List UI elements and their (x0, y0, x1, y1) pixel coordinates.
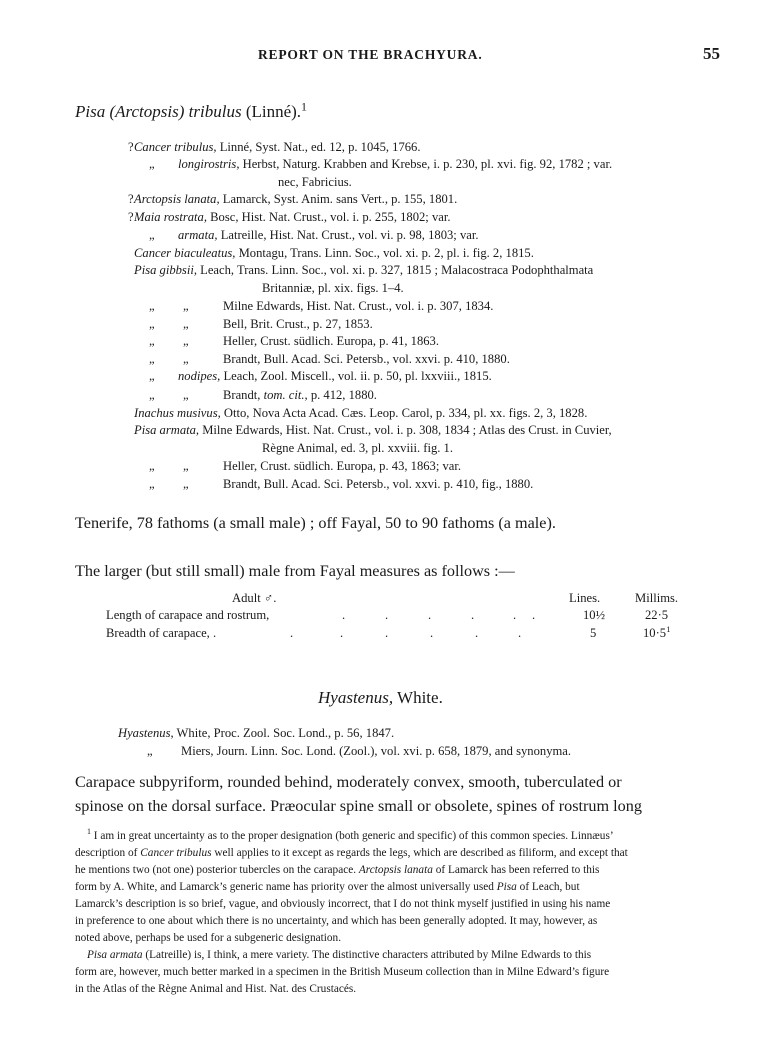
synonym-entry (178, 228, 478, 243)
query-mark: ? (128, 140, 134, 154)
footnote-line-2 (75, 847, 628, 859)
footnote-line-8 (87, 949, 591, 961)
ditto-mark: „ (149, 299, 155, 313)
synonym2-ref: White, Proc. Zool. Soc. Lond., p. 56, 1847. (176, 726, 395, 740)
synonym-entry (178, 369, 492, 384)
row2-label: Breadth of carapace, . (106, 626, 217, 640)
synonym-ref: Lamarck, Syst. Anim. sans Vert., p. 155, 1801. (222, 192, 458, 206)
ditto-mark: „ (149, 157, 155, 171)
footnote-line-7: noted above, perhaps be used for a subgeneric designation. (75, 932, 342, 944)
synonym-ref: Milne Edwards, Hist. Nat. Crust., vol. i. p. 307, 1834. (223, 299, 494, 313)
synonym-ref: Bosc, Hist. Nat. Crust., vol. i. p. 255, 1802; var. (210, 210, 451, 224)
synonym-ref: Brandt, Bull. Acad. Sci. Petersb., vol. xxvi. p. 410, 1880. (223, 352, 510, 366)
row2-lines: 5 (590, 626, 597, 640)
genus-name: Pisa (75, 102, 106, 121)
synonym-name: Pisa gibbsii, (134, 263, 201, 277)
fn-text: (Latreille) is, I think, a mere variety. The distinctive characters attributed by Milne Edwards to this (145, 949, 592, 961)
leader-dot: . (428, 608, 432, 622)
leader-dot: . (518, 626, 522, 640)
leader-dot: . (475, 626, 479, 640)
synonym-entry (134, 140, 421, 155)
synonym-ref: Latreille, Hist. Nat. Crust., vol. vi. p. 98, 1803; var. (220, 228, 479, 242)
fn-text: description of (75, 847, 138, 859)
table-col-millims: Millims. (635, 591, 679, 605)
synonym-entry (223, 388, 377, 403)
ditto-mark: „ (149, 334, 155, 348)
footnote-line-5: Lamarck’s description is so brief, vague, and obviously incorrect, that I do not think myself justified in using his name (75, 898, 611, 910)
synonym-ref: Herbst, Naturg. Krabben and Krebse, i. p. 230, pl. xvi. fig. 92, 1782 ; var. (242, 157, 613, 171)
running-head: REPORT ON THE BRACHYURA. (258, 47, 483, 62)
synonym-ref: Leach, Zool. Miscell., vol. ii. p. 50, pl. lxxviii., 1815. (223, 369, 492, 383)
ditto-mark: „ (149, 459, 155, 473)
genus2-author: White. (397, 688, 443, 707)
footnote-line-10: in the Atlas of the Règne Animal and Hist. Nat. des Crustacés. (75, 983, 357, 995)
synonym-entry (178, 157, 612, 172)
row1-lines: 10½ (583, 608, 606, 622)
synonym-entry (223, 459, 461, 474)
synonym-ref: Brandt, Bull. Acad. Sci. Petersb., vol. xxvi. p. 410, fig., 1880. (223, 477, 534, 491)
synonym-ref: Linné, Syst. Nat., ed. 12, p. 1045, 1766. (219, 140, 421, 154)
table-col-lines: Lines. (569, 591, 601, 605)
synonym-name: nodipes, (178, 369, 224, 383)
synonym2-ref-1: Miers, Journ. Linn. Soc. Lond. (Zool.), vol. xvi. p. 658, 1879, and synonyma. (181, 744, 572, 758)
ditto-mark: „ (149, 369, 155, 383)
fn-taxon: Arctopsis lanata (358, 864, 433, 876)
leader-dot: . (513, 608, 517, 622)
synonym-ital: tom. cit., (260, 388, 311, 402)
footnote-text: I am in great uncertainty as to the proper designation (both generic and specific) of this common species. Linnæus’ (93, 830, 614, 842)
synonym-name: longirostris, (178, 157, 243, 171)
genus2-name: Hyastenus, (318, 688, 394, 707)
ditto-mark: „ (149, 388, 155, 402)
synonym-entry (134, 406, 587, 421)
synonym-name: Arctopsis lanata, (134, 192, 223, 206)
footnote-line-9: form are, however, much better marked in a specimen in the British Museum collection than in Milne Edward’s figure (75, 966, 610, 978)
synonym2-row-0 (118, 726, 394, 741)
leader-dot: . (385, 608, 389, 622)
genus-heading (318, 688, 443, 708)
leader-dot: . (342, 608, 346, 622)
subgenus-name: (Arctopsis) (109, 102, 185, 121)
description-line-1: Carapace subpyriform, rounded behind, moderately convex, smooth, tuberculated or (75, 773, 622, 791)
leader-dot: . (385, 626, 389, 640)
row2-footnote-ref: 1 (666, 623, 671, 634)
ditto-mark: „ (183, 388, 189, 402)
leader-dot: . (532, 608, 536, 622)
synonym-entry (134, 423, 612, 438)
ditto-mark: „ (183, 334, 189, 348)
ditto-mark: „ (183, 352, 189, 366)
footnote-line-3 (75, 864, 599, 876)
synonym-name: Cancer tribulus, (134, 140, 220, 154)
synonym-name: Maia rostrata, (134, 210, 211, 224)
synonym-name: Pisa armata, (134, 423, 203, 437)
ditto-mark: „ (183, 299, 189, 313)
species-name: tribulus (188, 102, 242, 121)
synonym-ref: Leach, Trans. Linn. Soc., vol. xi. p. 327, 1815 ; Malacostraca Podophthalmata (200, 263, 594, 277)
description-line-2: spinose on the dorsal surface. Præocular spine small or obsolete, spines of rostrum long (75, 797, 642, 815)
ditto-mark: „ (149, 352, 155, 366)
ditto-mark: „ (149, 228, 155, 242)
fn-text: of Leach, but (519, 881, 580, 893)
synonym-ref: Milne Edwards, Hist. Nat. Crust., vol. i. p. 308, 1834 ; Atlas des Crust. in Cuvier, (202, 423, 612, 437)
fn-taxon: Pisa (496, 881, 517, 893)
footnote-ref: 1 (301, 99, 307, 114)
synonym-ref: Heller, Crust. südlich. Europa, p. 41, 1863. (223, 334, 440, 348)
ditto-mark: „ (149, 317, 155, 331)
synonym-entry (134, 263, 593, 278)
ditto-mark: „ (147, 744, 153, 758)
synonym-entry (134, 192, 457, 207)
species-heading (75, 99, 307, 122)
synonym-continuation: Britanniæ, pl. xix. figs. 1–4. (262, 281, 404, 295)
species-author: (Linné). (245, 102, 302, 121)
synonym-ref: Brandt, (223, 388, 261, 402)
measures-intro: The larger (but still small) male from Fayal measures as follows :— (75, 562, 515, 580)
synonym-entry (223, 334, 439, 349)
synonym2-name: Hyastenus, (118, 726, 174, 740)
query-mark: ? (128, 210, 134, 224)
ditto-mark: „ (149, 477, 155, 491)
locality-text: Tenerife, 78 fathoms (a small male) ; off Fayal, 50 to 90 fathoms (a male). (75, 514, 556, 532)
synonym-ref: Heller, Crust. südlich. Europa, p. 43, 1863; var. (223, 459, 462, 473)
fn-text: form by A. White, and Lamarck’s generic name has priority over the almost universally used (75, 881, 494, 893)
synonym-name: Cancer biaculeatus, (134, 246, 239, 260)
synonym-name: Inachus musivus, (134, 406, 224, 420)
synonym-entry (134, 246, 534, 261)
synonym-ref: Otto, Nova Acta Acad. Cæs. Leop. Carol, p. 334, pl. xx. figs. 2, 3, 1828. (223, 406, 588, 420)
synonym-continuation: nec, Fabricius. (278, 175, 352, 189)
synonym-entry (223, 352, 510, 367)
table-head-adult: Adult ♂. (232, 591, 277, 605)
footnote-line-4 (75, 881, 580, 893)
footnote-mark: 1 (87, 827, 91, 837)
row1-millims: 22·5 (645, 608, 669, 622)
footnote-line-6: in preference to one about which there is no uncertainty, and which has been generally adopted. It may, however, as (75, 915, 598, 927)
fn-text: he mentions two (not one) posterior tubercles on the carapace. (75, 864, 357, 876)
fn-text: of Lamarck has been referred to this (435, 864, 600, 876)
page-number: 55 (703, 44, 720, 63)
query-mark: ? (128, 192, 134, 206)
synonym-ref: Bell, Brit. Crust., p. 27, 1853. (223, 317, 373, 331)
synonym-name: armata, (178, 228, 221, 242)
synonym-entry (223, 477, 533, 492)
ditto-mark: „ (183, 459, 189, 473)
fn-taxon: Pisa armata (87, 949, 143, 961)
row2-millims-value: 10·5 (643, 626, 667, 640)
leader-dot: . (290, 626, 294, 640)
ditto-mark: „ (183, 317, 189, 331)
synonym-entry (134, 210, 450, 225)
ditto-mark: „ (183, 477, 189, 491)
synonym-ref: Montagu, Trans. Linn. Soc., vol. xi. p. 2, pl. i. fig. 2, 1815. (238, 246, 534, 260)
leader-dot: . (430, 626, 434, 640)
leader-dot: . (471, 608, 475, 622)
leader-dot: . (340, 626, 344, 640)
synonym-continuation: Règne Animal, ed. 3, pl. xxviii. fig. 1. (262, 441, 453, 455)
synonym-entry (223, 317, 373, 332)
synonym-ref-cont: p. 412, 1880. (310, 388, 377, 402)
fn-text: well applies to it except as regards the legs, which are described as filiform, and except that (214, 847, 628, 859)
footnote-line-1 (87, 827, 614, 842)
row1-label: Length of carapace and rostrum, (106, 608, 270, 622)
row2-millims (643, 623, 671, 641)
synonym-entry (223, 299, 493, 314)
fn-taxon: Cancer tribulus (140, 847, 212, 859)
